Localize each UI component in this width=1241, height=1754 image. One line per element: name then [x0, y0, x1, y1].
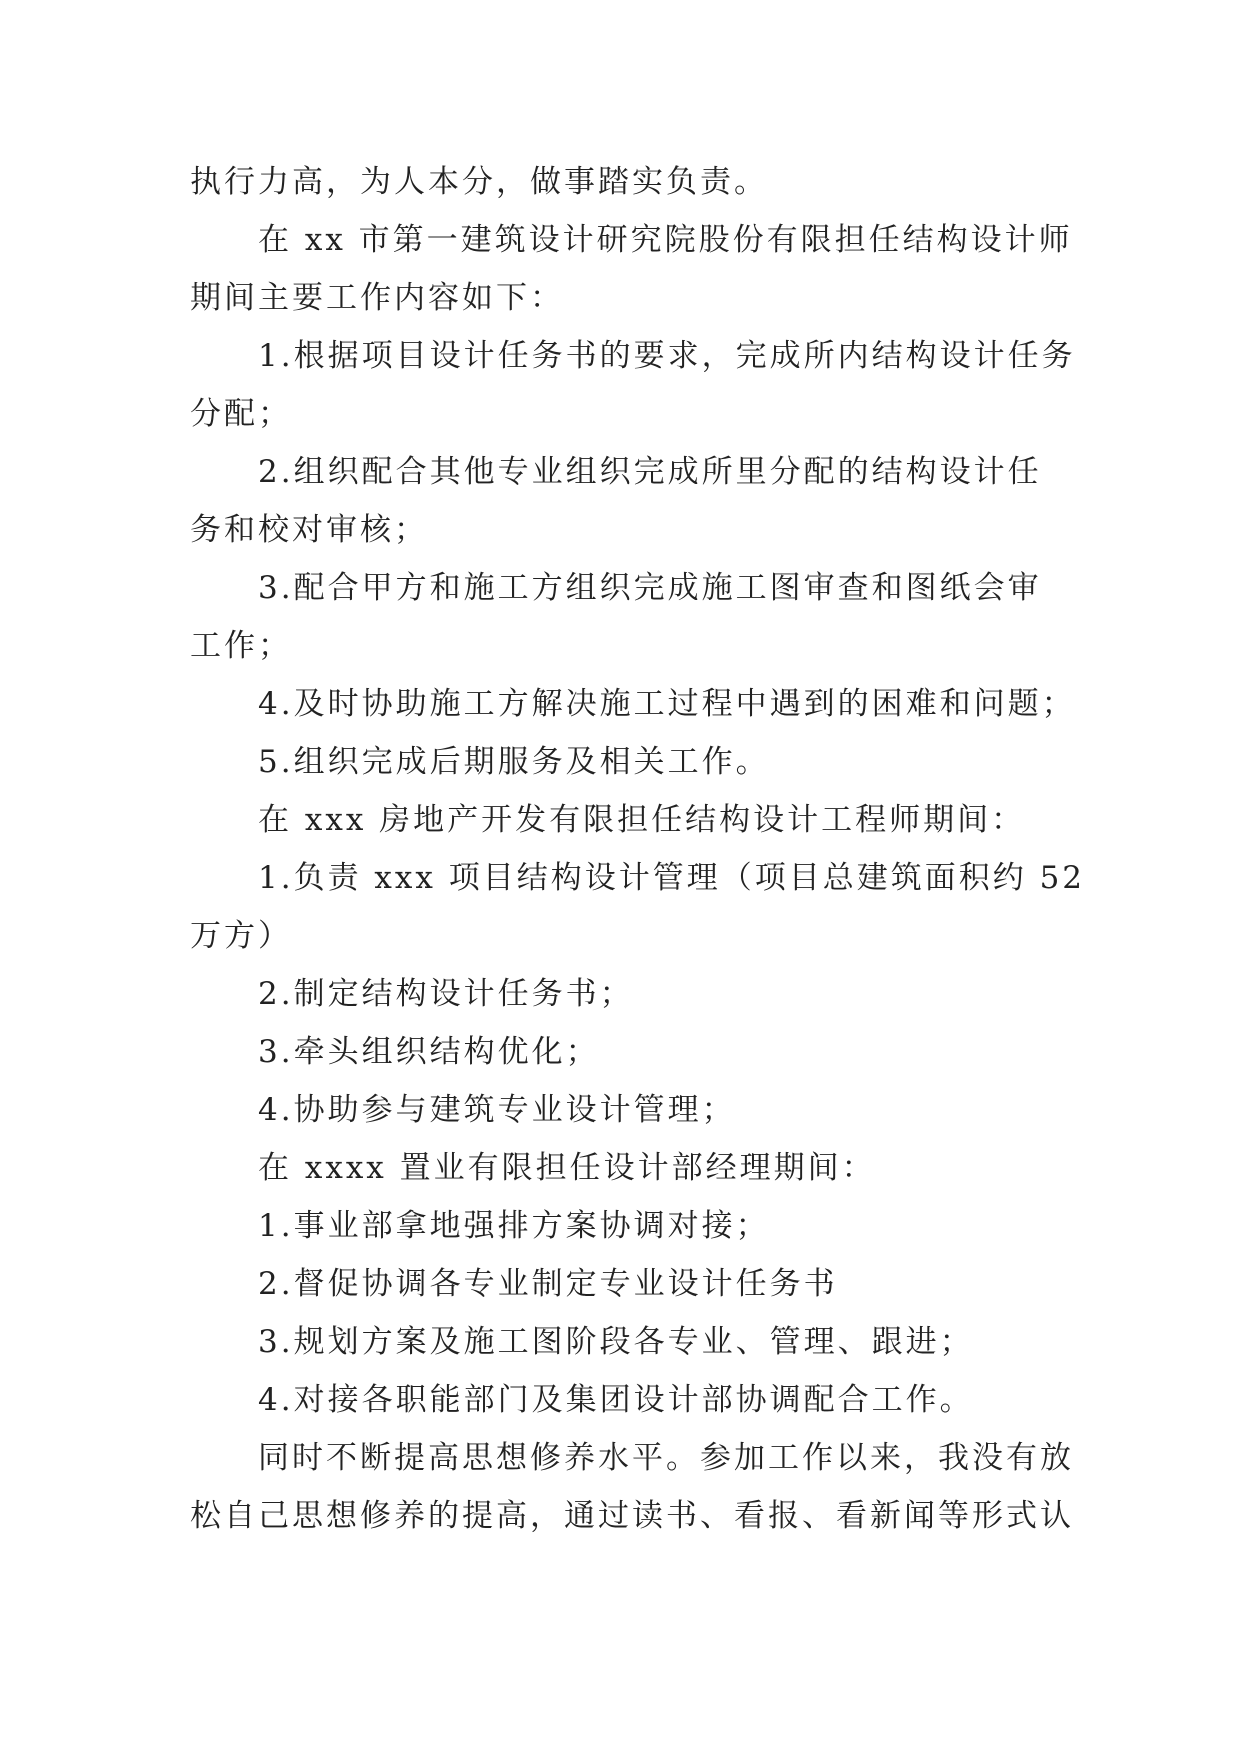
paragraph-line: 4.对接各职能部门及集团设计部协调配合工作。: [258, 1382, 974, 1418]
paragraph-line: 1.根据项目设计任务书的要求，完成所内结构设计任务: [258, 338, 1076, 374]
paragraph-line: 期间主要工作内容如下：: [190, 280, 564, 316]
paragraph-line: 2.组织配合其他专业组织完成所里分配的结构设计任: [258, 454, 1042, 490]
paragraph-line: 松自己思想修养的提高，通过读书、看报、看新闻等形式认: [190, 1498, 1074, 1534]
paragraph-line: 在 xxx 房地产开发有限担任结构设计工程师期间：: [258, 802, 1026, 838]
paragraph-line: 2.制定结构设计任务书；: [258, 976, 634, 1012]
paragraph-line: 万方）: [190, 918, 292, 954]
paragraph-line: 3.配合甲方和施工方组织完成施工图审查和图纸会审: [258, 570, 1042, 606]
document-body: [190, 153, 1086, 1545]
paragraph-line: 2.督促协调各专业制定专业设计任务书: [258, 1266, 838, 1302]
paragraph-line: 4.及时协助施工方解决施工过程中遇到的困难和问题；: [258, 686, 1076, 722]
paragraph-line: 同时不断提高思想修养水平。参加工作以来，我没有放: [258, 1440, 1074, 1476]
paragraph-line: 3.规划方案及施工图阶段各专业、管理、跟进；: [258, 1324, 974, 1360]
paragraph-line: 在 xx 市第一建筑设计研究院股份有限担任结构设计师: [258, 222, 1073, 258]
paragraph-line: 工作；: [190, 628, 292, 664]
paragraph-line: 1.负责 xxx 项目结构设计管理（项目总建筑面积约 52: [258, 860, 1086, 896]
paragraph-line: 4.协助参与建筑专业设计管理；: [258, 1092, 736, 1128]
paragraph-line: 在 xxxx 置业有限担任设计部经理期间：: [258, 1150, 876, 1186]
paragraph-line: 务和校对审核；: [190, 512, 428, 548]
paragraph-line: 3.牵头组织结构优化；: [258, 1034, 600, 1070]
paragraph-line: 执行力高，为人本分，做事踏实负责。: [190, 164, 768, 200]
paragraph-line: 1.事业部拿地强排方案协调对接；: [258, 1208, 770, 1244]
paragraph-line: 分配；: [190, 396, 292, 432]
paragraph-line: 5.组织完成后期服务及相关工作。: [258, 744, 770, 780]
